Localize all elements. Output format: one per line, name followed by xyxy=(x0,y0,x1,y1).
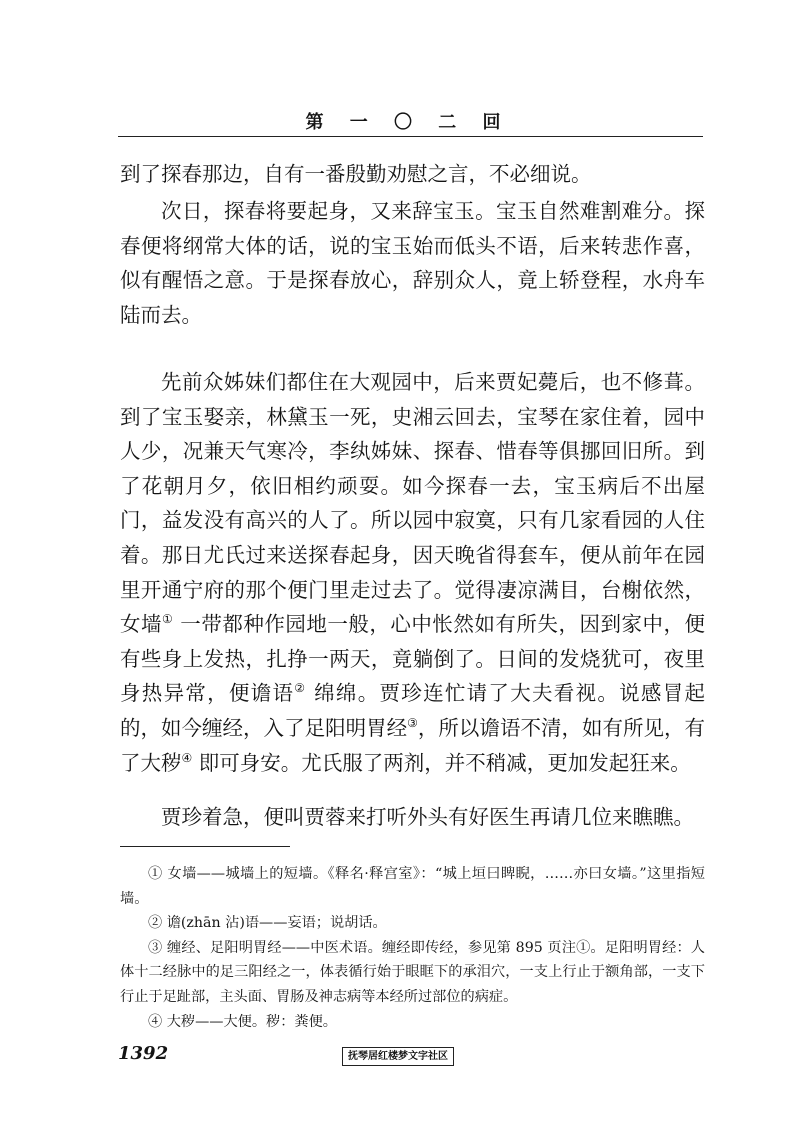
header-rule xyxy=(118,136,703,137)
paragraph-3-part-5: 即可身安。尤氏服了两剂，并不稍减，更加发起狂来。 xyxy=(192,750,691,775)
footnote-ref-4: ④ xyxy=(181,750,193,765)
paragraph-3 xyxy=(120,365,705,780)
footnote-1: ① 女墙——城墙上的短墙。《释名·释宫室》：“城上垣曰睥睨，……亦曰女墙。”这里指短墙。 xyxy=(120,866,705,907)
footnote-2: ② 谵(zhān 沾)语——妄语；说胡话。 xyxy=(148,915,387,932)
footnotes xyxy=(120,862,705,1034)
footnote-4: ④ 大秽——大便。秽：粪便。 xyxy=(148,1013,337,1030)
footnote-ref-1: ① xyxy=(162,612,174,627)
paragraph-4: 贾珍着急，便叫贾蓉来打听外头有好医生再请几位来瞧瞧。 xyxy=(161,805,694,829)
footnote-rule xyxy=(120,846,290,847)
page-number: 1392 xyxy=(118,1043,169,1064)
source-stamp: 抚琴居红楼梦文字社区 xyxy=(342,1047,454,1066)
paragraph-3-part-1: 先前众姊妹们都住在大观园中，后来贾妃薨后，也不修葺。到了宝玉娶亲，林黛玉一死，史湘云回去，宝琴在家住着，园中人少，况兼天气寒冷，李纨姊妹、探春、惜春等俱挪回旧所。到了花朝月夕，依旧相约顽耍。如今探春一去，宝玉病后不出屋门，益发没有高兴的人了。所以园中寂寞，只有几家看园的人住着。那日尤氏过来送探春起身，因天晚省得套车，便从前年在园里开通宁府的那个便门里走过去了。觉得凄凉满目，台榭依然，女墙 xyxy=(120,370,705,637)
footnote-ref-2: ② xyxy=(294,681,307,696)
paragraph-3-part-4: ，所以谵语不清，如有所见，有了大秽 xyxy=(120,715,706,775)
chapter-header: 第 一 〇 二 回 xyxy=(305,112,511,133)
footnote-3: ③ 缠经、足阳明胃经——中医术语。缠经即传经，参见第 895 页注①。足阳明胃经：人体十二经脉中的足三阳经之一，体表循行始于眼眶下的承泪穴，一支上行止于额角部，一支下行止于足趾部，主头面、胃肠及神志病等本经所过部位的病症。 xyxy=(120,939,705,1005)
footnote-ref-3: ③ xyxy=(407,716,418,731)
paragraph-1: 到了探春那边，自有一番殷勤劝慰之言，不必细说。 xyxy=(120,162,592,186)
paragraph-2: 次日，探春将要起身，又来辞宝玉。宝玉自然难割难分。探春便将纲常大体的话，说的宝玉始而低头不语，后来转悲作喜，似有醒悟之意。于是探春放心，辞别众人，竟上轿登程，水舟车陆而去。 xyxy=(120,199,705,327)
paragraph-3-part-2: 一带都种作园地一般，心中怅然如有所失，因到家中，便有些身上发热，扎挣一两天，竟躺倒了。日间的发烧犹可，夜里身热异常，便谵语 xyxy=(120,612,705,706)
paragraph-3-part-3: 绵绵。贾珍连忙请了大夫看视。说感冒起的，如今缠经，入了足阳明胃经 xyxy=(120,681,706,740)
